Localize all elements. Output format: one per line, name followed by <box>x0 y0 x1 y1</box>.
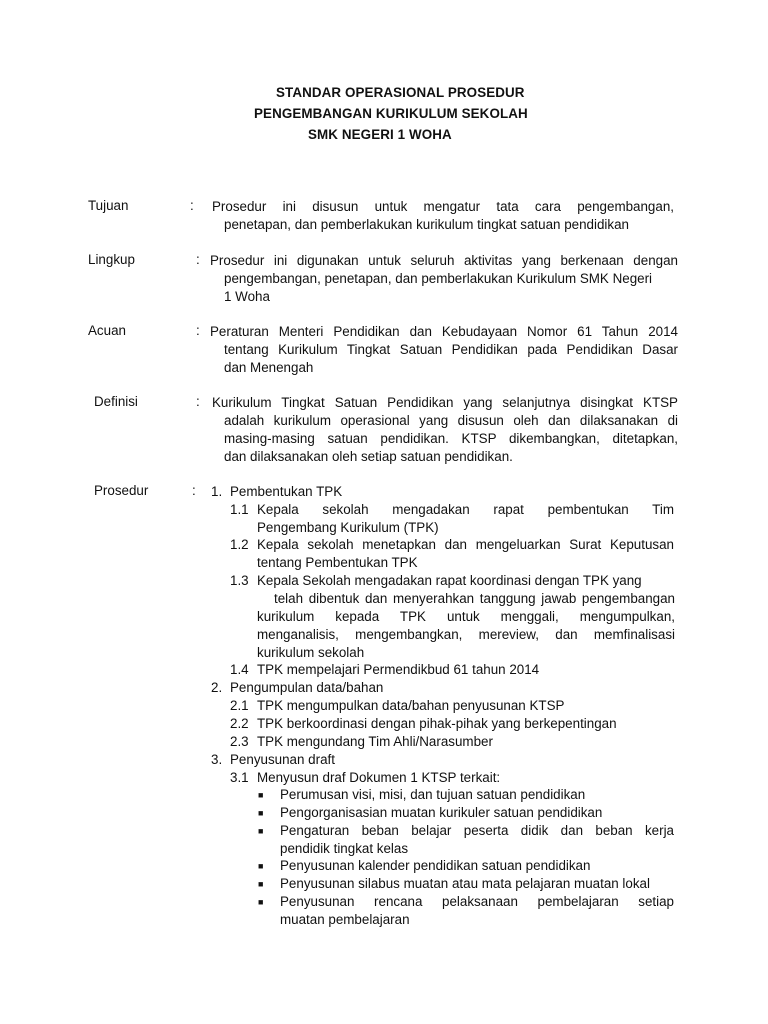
bullet-icon: ■ <box>258 790 264 800</box>
section-text-definisi <box>212 394 678 466</box>
step-number: 3. <box>211 752 223 767</box>
list-item: TPK mengumpulkan data/bahan penyusunan KTSP <box>257 698 565 713</box>
school-name: SMK NEGERI 1 WOHA <box>308 127 452 142</box>
text-line: tentang Pembentukan TPK <box>257 555 418 570</box>
bullet-item: Pengorganisasian muatan kurikuler satuan pendidikan <box>280 805 603 820</box>
section-text-acuan <box>210 323 678 377</box>
section-label-tujuan: Tujuan <box>88 198 129 213</box>
section-colon: : <box>192 483 196 498</box>
section-text-tujuan <box>212 198 674 234</box>
document-title: STANDAR OPERASIONAL PROSEDUR <box>276 85 525 100</box>
section-colon: : <box>196 394 200 409</box>
bullet-icon: ■ <box>258 897 264 907</box>
bullet-item <box>280 893 674 929</box>
bullet-item: Penyusunan kalender pendidikan satuan pendidikan <box>280 858 591 873</box>
text-line: telah dibentuk dan menyerahkan tanggung jawab pengembangan <box>274 591 675 606</box>
text-line: Kepala sekolah mengadakan rapat pembentukan Tim <box>257 502 674 517</box>
list-item: TPK berkoordinasi dengan pihak-pihak yang berkepentingan <box>257 716 617 731</box>
item-number: 2.2 <box>230 716 249 731</box>
text-line: dan dilaksanakan oleh setiap satuan pendidikan. <box>224 449 513 464</box>
bullet-icon: ■ <box>258 879 264 889</box>
step-number: 1. <box>211 484 223 499</box>
text-line: kurikulum kepada TPK untuk menggali, mengumpulkan, <box>257 609 675 624</box>
item-number: 2.1 <box>230 698 249 713</box>
bullet-item <box>280 822 674 858</box>
text-line: 1 Woha <box>224 289 270 304</box>
item-number: 3.1 <box>230 770 249 785</box>
list-item <box>257 572 675 662</box>
list-item <box>257 536 674 572</box>
list-item: TPK mengundang Tim Ahli/Narasumber <box>257 734 493 749</box>
step-title: Penyusunan draft <box>230 752 335 767</box>
text-line: dan Menengah <box>224 360 314 375</box>
text-line: adalah kurikulum operasional yang disusun oleh dan dilaksanakan di <box>224 413 678 428</box>
section-colon: : <box>196 252 200 267</box>
section-label-definisi: Definisi <box>94 394 138 409</box>
text-line: Pengaturan beban belajar peserta didik dan beban kerja <box>280 823 674 838</box>
bullet-item: Perumusan visi, misi, dan tujuan satuan pendidikan <box>280 787 586 802</box>
text-line: Peraturan Menteri Pendidikan dan Kebudayaan Nomor 61 Tahun 2014 <box>210 324 678 339</box>
section-text-lingkup <box>210 252 678 306</box>
section-label-prosedur: Prosedur <box>94 483 149 498</box>
text-line: Kepala Sekolah mengadakan rapat koordinasi dengan TPK yang <box>257 573 642 588</box>
text-line: masing-masing satuan pendidikan. KTSP dikembangkan, ditetapkan, <box>224 431 678 446</box>
document-subtitle: PENGEMBANGAN KURIKULUM SEKOLAH <box>254 106 528 121</box>
list-item <box>257 501 674 537</box>
bullet-icon: ■ <box>258 808 264 818</box>
item-number: 1.2 <box>230 537 249 552</box>
list-item: TPK mempelajari Permendikbud 61 tahun 2014 <box>257 662 540 677</box>
item-number: 2.3 <box>230 734 249 749</box>
text-line: penetapan, dan pemberlakukan kurikulum tingkat satuan pendidikan <box>224 217 629 232</box>
step-title: Pembentukan TPK <box>230 484 343 499</box>
item-number: 1.4 <box>230 662 249 677</box>
text-line: menganalisis, mengembangkan, mereview, dan memfinalisasi <box>257 627 675 642</box>
text-line: Kepala sekolah menetapkan dan mengeluarkan Surat Keputusan <box>257 537 674 552</box>
item-number: 1.3 <box>230 573 249 588</box>
step-title: Pengumpulan data/bahan <box>230 680 384 695</box>
item-number: 1.1 <box>230 502 249 517</box>
text-line: pendidik tingkat kelas <box>280 841 409 856</box>
text-line: muatan pembelajaran <box>280 912 410 927</box>
bullet-icon: ■ <box>258 826 264 836</box>
list-item: Menyusun draf Dokumen 1 KTSP terkait: <box>257 770 501 785</box>
section-label-lingkup: Lingkup <box>88 252 135 267</box>
section-colon: : <box>196 323 200 338</box>
bullet-item: Penyusunan silabus muatan atau mata pelajaran muatan lokal <box>280 876 650 891</box>
step-number: 2. <box>211 680 223 695</box>
text-line: Prosedur ini disusun untuk mengatur tata cara pengembangan, <box>212 199 674 214</box>
text-line: Prosedur ini digunakan untuk seluruh aktivitas yang berkenaan dengan <box>210 253 678 268</box>
text-line: Kurikulum Tingkat Satuan Pendidikan yang selanjutnya disingkat KTSP <box>212 395 678 410</box>
text-line: kurikulum sekolah <box>257 645 365 660</box>
text-line: Penyusunan rencana pelaksanaan pembelajaran setiap <box>280 894 674 909</box>
bullet-icon: ■ <box>258 861 264 871</box>
section-colon: : <box>190 198 194 213</box>
text-line: pengembangan, penetapan, dan pemberlakukan Kurikulum SMK Negeri <box>224 271 653 286</box>
section-label-acuan: Acuan <box>88 323 126 338</box>
text-line: tentang Kurikulum Tingkat Satuan Pendidikan pada Pendidikan Dasar <box>224 342 678 357</box>
text-line: Pengembang Kurikulum (TPK) <box>257 520 439 535</box>
